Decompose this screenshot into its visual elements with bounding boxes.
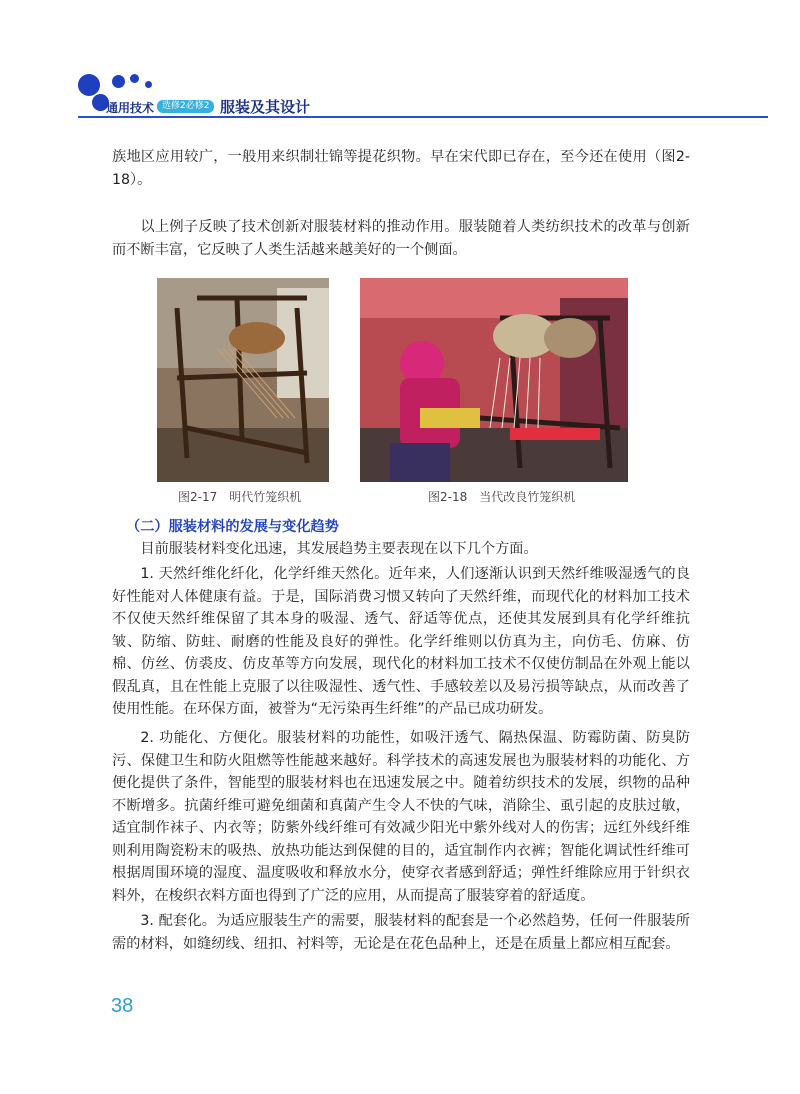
section-heading: （二）服装材料的发展与变化趋势 <box>126 519 339 535</box>
paragraph: 以上例子反映了技术创新对服装材料的推动作用。服装随着人类纺织技术的改革与创新而不断丰富，它反映了人类生活越来越美好的一个侧面。 <box>112 219 690 258</box>
paragraph: 目前服装材料变化迅速，其发展趋势主要表现在以下几个方面。 <box>140 541 538 557</box>
series-badge: 选修2必修2 <box>157 100 214 113</box>
figure-ming-loom-photo <box>157 278 329 482</box>
book-title: 服装及其设计 <box>220 98 311 116</box>
decorative-dot <box>130 74 139 83</box>
modern-loom-illustration <box>360 278 628 482</box>
paragraph: 族地区应用较广，一般用来织制壮锦等提花织物。早在宋代即已存在，至今还在使用（图2-18）。 <box>112 149 690 188</box>
figure-caption: 图2-18 当代改良竹笼织机 <box>428 490 576 504</box>
figure-caption: 图2-17 明代竹笼织机 <box>178 490 302 504</box>
ming-loom-illustration <box>157 278 329 482</box>
decorative-dot <box>112 75 125 88</box>
paragraph: 1. 天然纤维化纤化，化学纤维天然化。近年来，人们逐渐认识到天然纤维吸湿透气的良好性能对人体健康有益。于是，国际消费习惯又转向了天然纤维，而现代化的材料加工技术不仅使天然纤维保留了其本身的吸湿、透气、舒适等优点，还使其发展到具有化学纤维抗皱、防缩、防蛀、耐磨的性能及良好的弹性。化学纤维则以仿真为主，向仿毛、仿麻、仿棉、仿丝、仿裘皮、仿皮革等方向发展，现代化的材料加工技术不仅使仿制品在外观上能以假乱真，且在性能上克服了以往吸湿性、透气性、手感较差以及易污损等缺点，从而改善了使用性能。在环保方面，被誉为“无污染再生纤维”的产品已成功研发。 <box>112 566 690 717</box>
series-label: 通用技术 <box>106 101 155 115</box>
page-header <box>0 0 800 130</box>
paragraph: 2. 功能化、方便化。服装材料的功能性，如吸汗透气、隔热保温、防霉防菌、防臭防污、保健卫生和防火阻燃等性能越来越好。科学技术的高速发展也为服装材料的功能化、方便化提供了条件，智能型的服装材料也在迅速发展之中。随着纺织技术的发展，织物的品种不断增多。抗菌纤维可避免细菌和真菌产生令人不快的气味，消除尘、虱引起的皮肤过敏，适宜制作袜子、内衣等；防紫外线纤维可有效减少阳光中紫外线对人的伤害；远红外线纤维则利用陶瓷粉末的吸热、放热功能达到保健的目的，适宜制作内衣裤；智能化调试性纤维可根据周围环境的湿度、温度吸收和释放水分，使穿衣者感到舒适；弹性纤维除应用于针织衣料外，在梭织衣料方面也得到了广泛的应用，从而提高了服装穿着的舒适度。 <box>112 730 690 904</box>
paragraph: 3. 配套化。为适应服装生产的需要，服装材料的配套是一个必然趋势，任何一件服装所需的材料，如缝纫线、纽扣、衬料等，无论是在花色品种上，还是在质量上都应相互配套。 <box>112 913 690 952</box>
decorative-dot <box>145 81 152 88</box>
page-number: 38 <box>111 995 134 1017</box>
decorative-dot <box>78 74 100 96</box>
figure-modern-loom-photo <box>360 278 628 482</box>
